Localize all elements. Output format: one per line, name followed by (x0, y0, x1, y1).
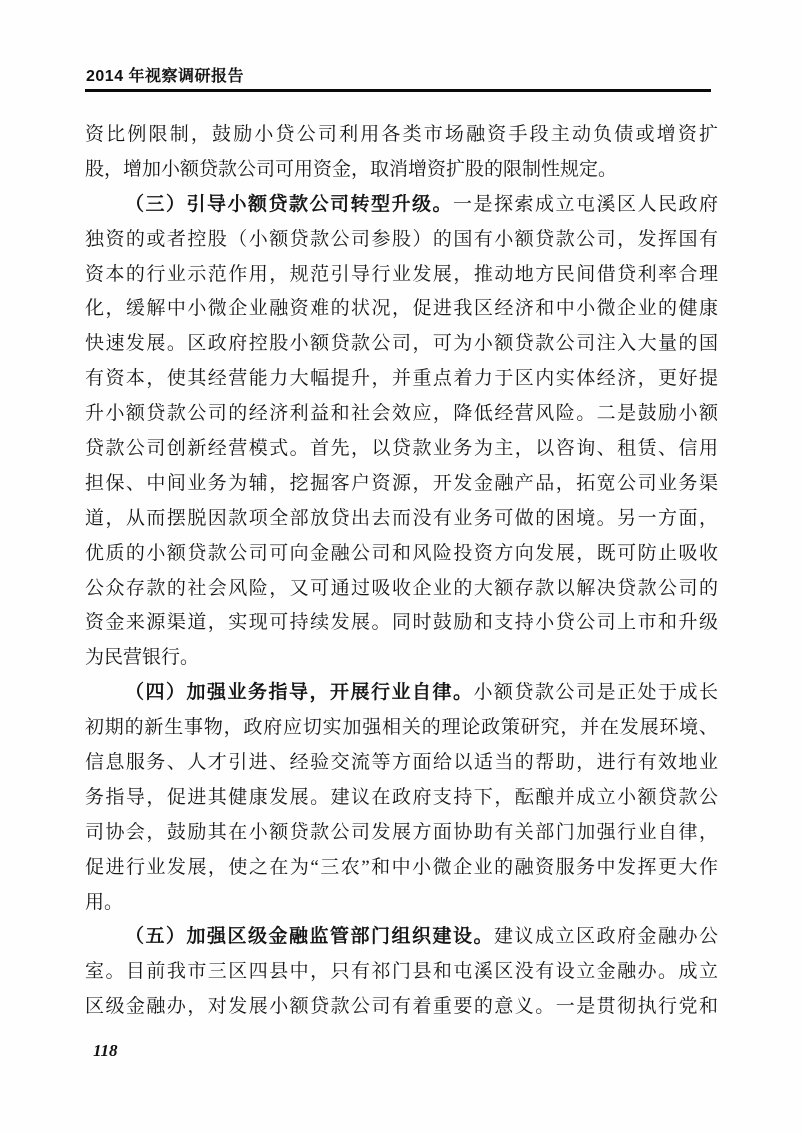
text-line (85, 920, 718, 955)
text-line (85, 990, 718, 1025)
line-text: 资本的行业示范作用，规范引导行业发展，推动地方民间借贷利率合理 (85, 263, 718, 285)
line-text: 公众存款的社会风险，又可通过吸收企业的大额存款以解决贷款公司的 (85, 577, 718, 599)
line-text: 司协会，鼓励其在小额贷款公司发展方面协助有关部门加强行业自律， (85, 821, 718, 843)
text-line (85, 886, 718, 921)
text-line (85, 292, 718, 327)
line-text: 室。目前我市三区四县中，只有祁门县和屯溪区没有设立金融办。成立 (85, 961, 718, 983)
line-text: 促进行业发展，使之在为“三农”和中小微企业的融资服务中发挥更大作 (85, 856, 718, 878)
line-text: 独资的或者控股（小额贷款公司参股）的国有小额贷款公司，发挥国有 (85, 228, 718, 250)
line-text: 道，从而摆脱因款项全部放贷出去而没有业务可做的困境。另一方面， (85, 507, 718, 529)
paragraph-lead: （五）加强区级金融监管部门组织建设。 (125, 926, 494, 948)
line-text: 小额贷款公司是正处于成长 (473, 682, 718, 704)
text-line (85, 781, 718, 816)
header-rule (85, 89, 711, 92)
paragraph-lead: （三）引导小额贷款公司转型升级。 (125, 193, 453, 215)
text-line (85, 327, 718, 362)
text-line (85, 572, 718, 607)
line-text: 化，缓解中小微企业融资难的状况，促进我区经济和中小微企业的健康 (85, 298, 718, 320)
line-text: 有资本，使其经营能力大幅提升，并重点着力于区内实体经济，更好提 (85, 368, 718, 390)
line-text: 初期的新生事物，政府应切实加强相关的理论政策研究，并在发展环境、 (85, 717, 718, 739)
line-text: 信息服务、人才引进、经验交流等方面给以适当的帮助，进行有效地业 (85, 752, 718, 774)
body-text (85, 118, 718, 1025)
line-text: 资金来源渠道，实现可持续发展。同时鼓励和支持小贷公司上市和升级 (85, 612, 718, 634)
line-text: 资比例限制，鼓励小贷公司利用各类市场融资手段主动负债或增资扩 (85, 124, 718, 145)
text-line (85, 816, 718, 851)
page-header-title: 2014 年视察调研报告 (86, 68, 245, 85)
text-line (85, 537, 718, 572)
line-text: 为民营银行。 (85, 647, 200, 669)
text-line (85, 711, 718, 746)
text-line (85, 188, 718, 223)
text-line (85, 153, 718, 188)
text-line (85, 606, 718, 641)
line-text: 务指导，促进其健康发展。建议在政府支持下，酝酿并成立小额贷款公 (85, 786, 718, 808)
text-line (85, 432, 718, 467)
text-line (85, 397, 718, 432)
text-line (85, 502, 718, 537)
line-text: 建议成立区政府金融办公 (493, 926, 718, 948)
line-text: 贷款公司创新经营模式。首先，以贷款业务为主，以咨询、租赁、信用 (85, 438, 718, 460)
text-line (85, 641, 718, 676)
line-text: 一是探索成立屯溪区人民政府 (452, 193, 718, 215)
line-text: 升小额贷款公司的经济利益和社会效应，降低经营风险。二是鼓励小额 (85, 403, 718, 425)
line-text: 快速发展。区政府控股小额贷款公司，可为小额贷款公司注入大量的国 (85, 333, 718, 355)
line-text: 用。 (85, 891, 124, 913)
text-line (85, 118, 718, 153)
line-text: 担保、中间业务为辅，挖掘客户资源，开发金融产品，拓宽公司业务渠 (85, 472, 718, 494)
line-text: 优质的小额贷款公司可向金融公司和风险投资方向发展，既可防止吸收 (85, 542, 718, 564)
text-line (85, 362, 718, 397)
text-line (85, 851, 718, 886)
text-line (85, 676, 718, 711)
page-number: 118 (93, 1041, 118, 1060)
text-line (85, 258, 718, 293)
line-text: 股，增加小额贷款公司可用资金，取消增资扩股的限制性规定。 (85, 158, 618, 180)
paragraph-lead: （四）加强业务指导，开展行业自律。 (125, 682, 474, 704)
text-line (85, 955, 718, 990)
text-line (85, 223, 718, 258)
line-text: 区级金融办，对发展小额贷款公司有着重要的意义。一是贯彻执行党和 (85, 996, 718, 1018)
text-line (85, 746, 718, 781)
text-line (85, 467, 718, 502)
